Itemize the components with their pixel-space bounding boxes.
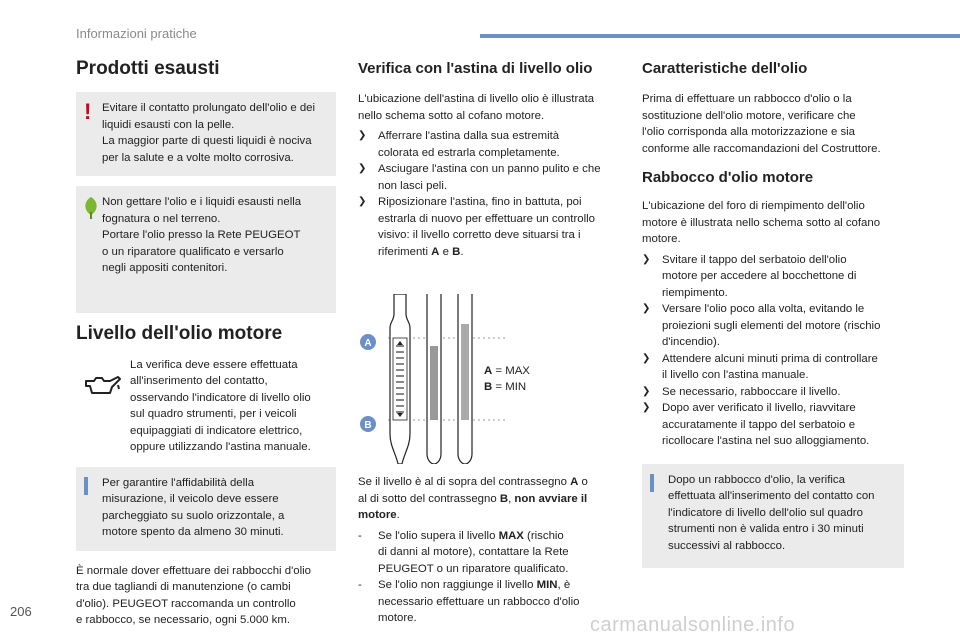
refill-step-line: Versare l'olio poco alla volta, evitando le xyxy=(662,303,865,315)
refill-step xyxy=(642,252,904,302)
step-line: non lasci peli. xyxy=(378,179,448,192)
step-line: Riposizionare l'astina, fino in battuta, poi xyxy=(378,196,582,208)
dash-mark: - xyxy=(358,529,362,542)
info-line: effettuata all'inserimento del contatto con xyxy=(668,490,875,502)
eco-line: fognatura o nel terreno. xyxy=(102,212,221,225)
column-middle xyxy=(358,52,620,627)
header-rule xyxy=(480,34,960,38)
step-item xyxy=(358,161,620,194)
dash-line: Se l'olio supera il livello MAX (rischio xyxy=(378,529,564,542)
closing-line: tra due tagliandi di manutenzione (o cambi xyxy=(76,581,291,593)
specs-line: sostituzione dell'olio motore, verificare che xyxy=(642,109,856,122)
section-title: Informazioni pratiche xyxy=(76,26,197,41)
dipstick-intro xyxy=(358,91,620,124)
refill-step xyxy=(642,400,904,450)
level-text-line: La verifica deve essere effettuata xyxy=(130,358,298,371)
column-left xyxy=(76,52,336,633)
marker-b: B xyxy=(364,420,372,431)
refill-step-line: il livello con l'astina manuale. xyxy=(662,369,809,381)
intro-line: L'ubicazione dell'astina di livello olio è illustrata xyxy=(358,93,595,105)
warning-line: La maggior parte di questi liquidi è nociva xyxy=(102,135,312,147)
dipstick-illustration xyxy=(358,294,620,464)
refill-step xyxy=(642,351,904,384)
eco-line: o un riparatore qualificato e versarlo xyxy=(102,245,284,258)
level-text-line: sul quadro strumenti, per i veicoli xyxy=(130,408,297,420)
leaf-icon xyxy=(82,196,100,226)
step-line: riferimenti A e B. xyxy=(378,245,464,258)
legend-min: B = MIN xyxy=(484,381,527,393)
closing-line: d'olio). PEUGEOT raccomanda un controllo xyxy=(76,597,296,610)
warning-line: per la salute e a volte molto corrosiva. xyxy=(102,151,294,164)
info-line: misurazione, il veicolo deve essere xyxy=(102,493,279,505)
warning-line: liquidi esausti con la pelle. xyxy=(102,118,235,131)
refill-step-line: Svitare il tappo del serbatoio dell'olio xyxy=(662,253,847,266)
info-line: Per garantire l'affidabilità della xyxy=(102,476,255,489)
watermark: carmanualsonline.info xyxy=(590,614,796,636)
level-text-line: osservando l'indicatore di livello olio xyxy=(130,391,311,404)
specs-line: l'olio corrisponda alla motorizzazione e sia xyxy=(642,126,856,138)
oil-specs-text xyxy=(642,91,904,157)
bullet-icon: ❯ xyxy=(642,402,651,413)
bullet-icon: ❯ xyxy=(642,352,651,364)
info-line: successivi al rabbocco. xyxy=(668,539,786,552)
refill-info-box xyxy=(642,464,904,569)
dash-item xyxy=(358,577,620,627)
legend-max: A = MAX xyxy=(484,365,530,377)
refill-intro-line: motore. xyxy=(642,233,681,245)
refill-step xyxy=(642,384,904,401)
eco-line: negli appositi contenitori. xyxy=(102,262,228,274)
refill-step-line: riempimento. xyxy=(662,286,728,299)
step-line: colorata ed estrarla completamente. xyxy=(378,146,560,159)
refill-step-line: accuratamente il tappo del serbatoio e xyxy=(662,418,856,431)
dash-item xyxy=(358,528,620,578)
refill-step xyxy=(642,301,904,351)
level-text-line: all'inserimento del contatto, xyxy=(130,375,268,387)
dash-mark: - xyxy=(358,579,362,591)
info-line: motore spento da almeno 30 minuti. xyxy=(102,526,284,538)
closing-paragraph xyxy=(76,563,336,629)
dash-line: di danni al motore), contattare la Rete xyxy=(378,546,569,558)
refill-step-line: motore per accedere al bocchettone di xyxy=(662,270,857,282)
result-line: motore. xyxy=(358,509,400,521)
info-line: parcheggiato su suolo orizzontale, a xyxy=(102,509,285,522)
step-line: Asciugare l'astina con un panno pulito e che xyxy=(378,163,601,175)
page-title: Prodotti esausti xyxy=(76,58,220,79)
level-text-line: equipaggiati di indicatore elettrico, xyxy=(130,424,303,437)
dash-line: PEUGEOT o un riparatore qualificato. xyxy=(378,562,569,575)
step-line: estrarla di nuovo per effettuare un controllo xyxy=(378,212,595,225)
info-icon xyxy=(650,474,654,492)
intro-line: nello schema sotto al cofano motore. xyxy=(358,109,545,122)
bullet-icon: ❯ xyxy=(358,130,367,141)
step-item xyxy=(358,194,620,260)
bullet-icon: ❯ xyxy=(642,303,651,314)
specs-line: conforme alle raccomandazioni del Costruttore. xyxy=(642,142,881,155)
exclamation-icon: ! xyxy=(84,99,92,124)
specs-line: Prima di effettuare un rabbocco d'olio o la xyxy=(642,93,852,105)
level-result xyxy=(358,474,620,524)
oil-can-icon xyxy=(82,373,122,404)
info-box xyxy=(76,467,336,551)
result-line: al di sotto del contrassegno B, non avviare il xyxy=(358,492,588,505)
info-icon xyxy=(84,477,88,495)
warning-line: Evitare il contatto prolungato dell'olio e dei xyxy=(102,102,316,114)
info-line: l'indicatore di livello dell'olio sul quadro xyxy=(668,506,863,519)
marker-a: A xyxy=(364,338,372,349)
refill-step-line: ricollocare l'astina nel suo alloggiamento. xyxy=(662,435,870,447)
result-line: Se il livello è al di sopra del contrassegno A o xyxy=(358,476,588,488)
warning-box xyxy=(76,92,336,176)
step-line: Afferrare l'astina dalla sua estremità xyxy=(378,130,560,142)
refill-step-line: Dopo aver verificato il livello, riavvitare xyxy=(662,402,856,414)
refill-step-line: proiezioni sugli elementi del motore (rischio xyxy=(662,319,881,332)
page-number: 206 xyxy=(10,604,32,619)
dash-line: Se l'olio non raggiunge il livello MIN, è xyxy=(378,579,571,591)
refill-intro-line: motore è illustrata nello schema sotto al cofano xyxy=(642,216,881,229)
step-line: visivo: il livello corretto deve situarsi tra i xyxy=(378,229,581,241)
refill-title: Rabbocco d'olio motore xyxy=(642,169,814,186)
bullet-icon: ❯ xyxy=(642,253,651,265)
dipstick-diagram xyxy=(358,294,620,464)
refill-intro-line: L'ubicazione del foro di riempimento dell'olio xyxy=(642,200,865,212)
bullet-icon: ❯ xyxy=(358,163,367,174)
bullet-icon: ❯ xyxy=(642,385,651,397)
dipstick-title: Verifica con l'astina di livello olio xyxy=(358,60,593,77)
closing-line: e rabbocco, se necessario, ogni 5.000 km. xyxy=(76,614,291,626)
column-right xyxy=(642,52,904,568)
info-line: strumenti non è valida entro i 30 minuti xyxy=(668,523,864,535)
level-text-line: oppure utilizzando l'astina manuale. xyxy=(130,441,311,453)
refill-intro xyxy=(642,198,904,248)
refill-step-line: d'incendio). xyxy=(662,336,720,348)
oil-specs-title: Caratteristiche dell'olio xyxy=(642,60,808,77)
refill-step-line: Se necessario, rabboccare il livello. xyxy=(662,385,841,398)
level-intro xyxy=(76,357,336,455)
eco-line: Non gettare l'olio e i liquidi esausti nella xyxy=(102,196,302,208)
eco-line: Portare l'olio presso la Rete PEUGEOT xyxy=(102,229,301,241)
step-item xyxy=(358,128,620,161)
dash-line: necessario effettuare un rabbocco d'olio xyxy=(378,595,580,608)
dash-line: motore. xyxy=(378,612,417,624)
closing-line: È normale dover effettuare dei rabbocchi d'olio xyxy=(76,564,311,577)
eco-box xyxy=(76,186,336,313)
bullet-icon: ❯ xyxy=(358,196,367,207)
refill-step-line: Attendere alcuni minuti prima di controllare xyxy=(662,352,878,365)
info-line: Dopo un rabbocco d'olio, la verifica xyxy=(668,473,845,486)
level-title: Livello dell'olio motore xyxy=(76,322,283,344)
